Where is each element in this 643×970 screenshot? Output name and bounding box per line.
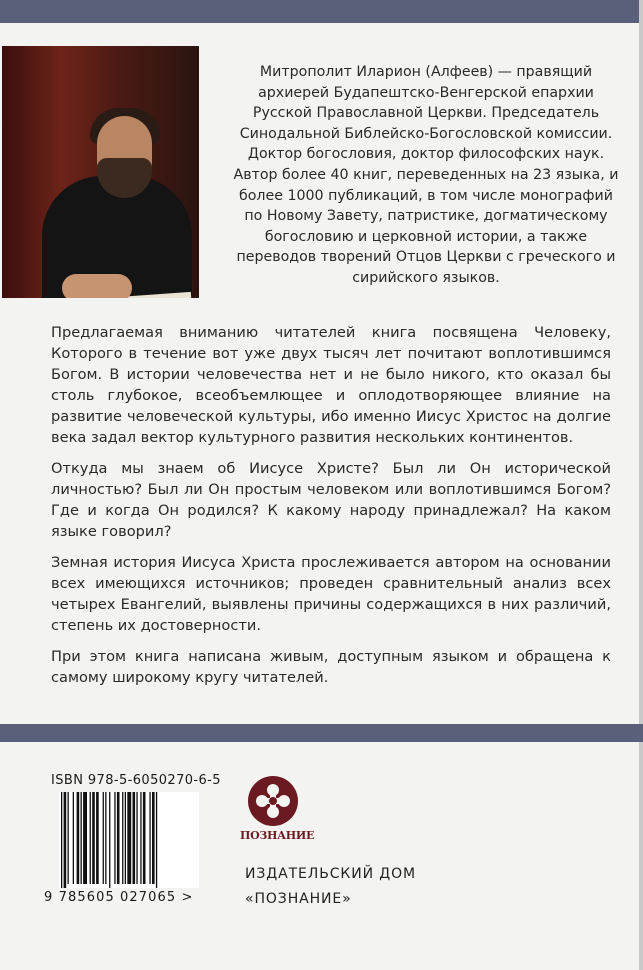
publisher-house-label: ИЗДАТЕЛЬСКИЙ ДОМ [245, 866, 417, 882]
barcode-digits: 9 785605 027065 > [44, 890, 194, 905]
description-paragraph: Земная история Иисуса Христа прослеживается автором на основании всех имеющихся источников; проведен сравнительный анализ всех четырех Евангелий, выявлены причины содержащихся в них различий, степень их достоверности. [51, 554, 611, 634]
author-photo [2, 46, 199, 298]
description-paragraph: Предлагаемая вниманию читателей книга посвящена Человеку, Которого в течение вот уже двух тысяч лет почитают воплотившимся Богом. В истории человечества нет и не было никого, кто оказал бы столь глубокое, всеобъемлющее и оплодотворяющее влияние на развитие человеческой культуры, ибо именно Иисус Христос на долгие века задал вектор культурного развития нескольких континентов. [51, 324, 611, 446]
description-paragraph: Откуда мы знаем об Иисусе Христе? Был ли Он исторической личностью? Был ли Он простым человеком или воплотившимся Богом? Где и когда Он родился? К какому народу принадлежал? На каком языке говорил? [51, 460, 611, 540]
cover-edge [639, 0, 643, 970]
cross-icon [248, 776, 298, 826]
top-color-band [0, 0, 643, 23]
isbn-barcode [59, 792, 199, 888]
book-description [51, 322, 611, 698]
description-paragraph: При этом книга написана живым, доступным языком и обращена к самому широкому кругу читателей. [51, 648, 611, 686]
publisher-logo [248, 776, 298, 826]
photo-hand [62, 274, 132, 298]
author-bio: Митрополит Иларион (Алфеев) — правящий архиерей Будапештско-Венгерской епархии Русской Православной Церкви. Председатель Синодальной Библейско-Богословской комиссии. Доктор богословия, доктор философских наук. Автор более 40 книг, переведенных на 23 языка, и более 1000 публикаций, в том числе монографий по Новому Завету, патристике, догматическому богословию и церковной истории, а также переводов творений Отцов Церкви с греческого и сирийского языков. [233, 64, 619, 286]
isbn-label: ISBN 978-5-6050270-6-5 [51, 773, 221, 788]
divider-color-band [0, 724, 643, 742]
publisher-name: «ПОЗНАНИЕ» [245, 891, 352, 907]
publisher-logo-text: ПОЗНАНИЕ [240, 829, 315, 842]
